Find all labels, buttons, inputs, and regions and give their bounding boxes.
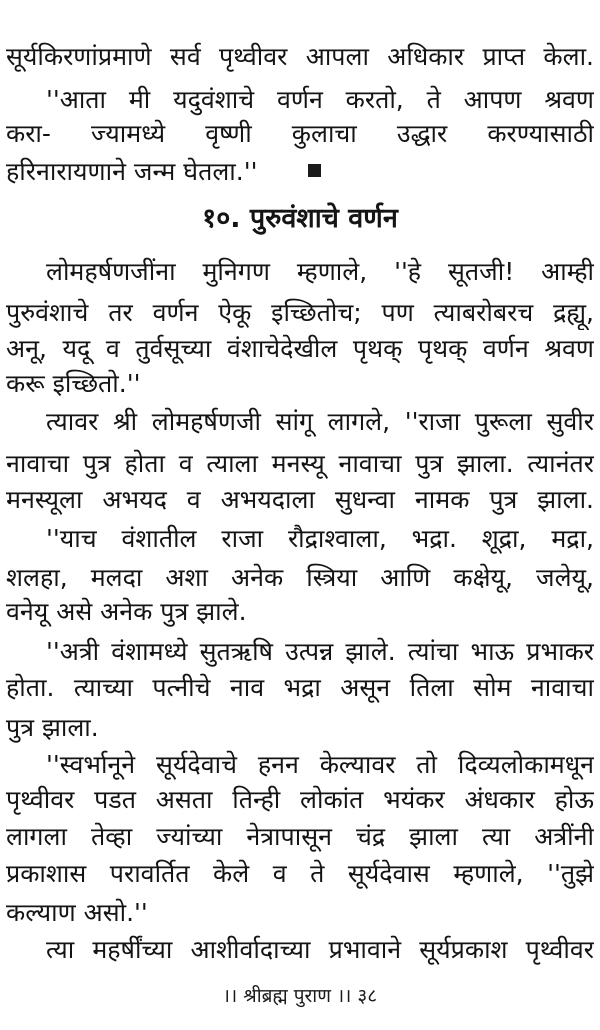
text-line: सूर्यकिरणांप्रमाणे सर्व पृथ्वीवर आपला अधिकार प्राप्त केला. xyxy=(6,42,594,71)
text-line: करा- ज्यामध्ये वृष्णी कुलाचा उद्धार करण्यासाठी xyxy=(6,119,594,148)
text-line: कल्याण असो.'' xyxy=(6,898,148,927)
page-footer: ।। श्रीब्रह्म पुराण ।। ३८ xyxy=(222,985,378,1007)
text-line: त्या महर्षींच्या आशीर्वादाच्या प्रभावाने सूर्यप्रकाश पृथ्वीवर xyxy=(46,935,594,964)
text-line: पुरुवंशाचे तर वर्णन ऐकू इच्छितोच; पण त्याबरोबरच द्रह्यू, xyxy=(6,298,594,327)
text-line: लोमहर्षणजींना मुनिगण म्हणाले, ''हे सूतजी! आम्ही xyxy=(46,257,594,286)
section-heading: १०. पुरुवंशाचे वर्णन xyxy=(202,203,398,234)
text-line: त्यावर श्री लोमहर्षणजी सांगू लागले, ''राजा पुरूला सुवीर xyxy=(46,407,594,436)
text-line: ''याच वंशातील राजा रौद्राश्वाला, भद्रा. शूद्रा, मद्रा, xyxy=(46,524,594,553)
section-end-mark xyxy=(308,164,321,177)
text-line: ''अत्री वंशामध्ये सुतऋषि उत्पन्न झाले. त्यांचा भाऊ प्रभाकर xyxy=(46,637,594,666)
text-line: वनेयू असे अनेक पुत्र झाले. xyxy=(6,597,247,626)
text-line: ''स्वर्भानूने सूर्यदेवाचे हनन केल्यावर तो दिव्यलोकामधून xyxy=(46,750,594,779)
text-line: पुत्र झाला. xyxy=(6,713,99,742)
text-line: करू इच्छितो.'' xyxy=(6,369,141,398)
text-line: लागला तेव्हा ज्यांच्या नेत्रापासून चंद्र झाला त्या अत्रींनी xyxy=(6,822,594,851)
text-line: होता. त्याच्या पत्नीचे नाव भद्रा असून तिला सोम नावाचा xyxy=(6,673,594,702)
text-line: ''आता मी यदुवंशाचे वर्णन करतो, ते आपण श्रवण xyxy=(46,85,594,114)
text-line: अनू, यदू व तुर्वसूच्या वंशाचेदेखील पृथक् पृथक् वर्णन श्रवण xyxy=(6,334,594,363)
text-line: नावाचा पुत्र होता व त्याला मनस्यू नावाचा पुत्र झाला. त्यानंतर xyxy=(6,449,594,478)
text-line: मनस्यूला अभयद व अभयदाला सुधन्वा नामक पुत्र झाला. xyxy=(6,485,594,514)
text-line: हरिनारायणाने जन्म घेतला.'' xyxy=(6,157,258,186)
text-line: पृथ्वीवर पडत असता तिन्ही लोकांत भयंकर अंधकार होऊ xyxy=(6,785,594,814)
text-line: शलहा, मलदा अशा अनेक स्त्रिया आणि कक्षेयू, जलेयू, xyxy=(6,563,594,592)
text-line: प्रकाशास परावर्तित केले व ते सूर्यदेवास म्हणाले, ''तुझे xyxy=(6,859,594,888)
